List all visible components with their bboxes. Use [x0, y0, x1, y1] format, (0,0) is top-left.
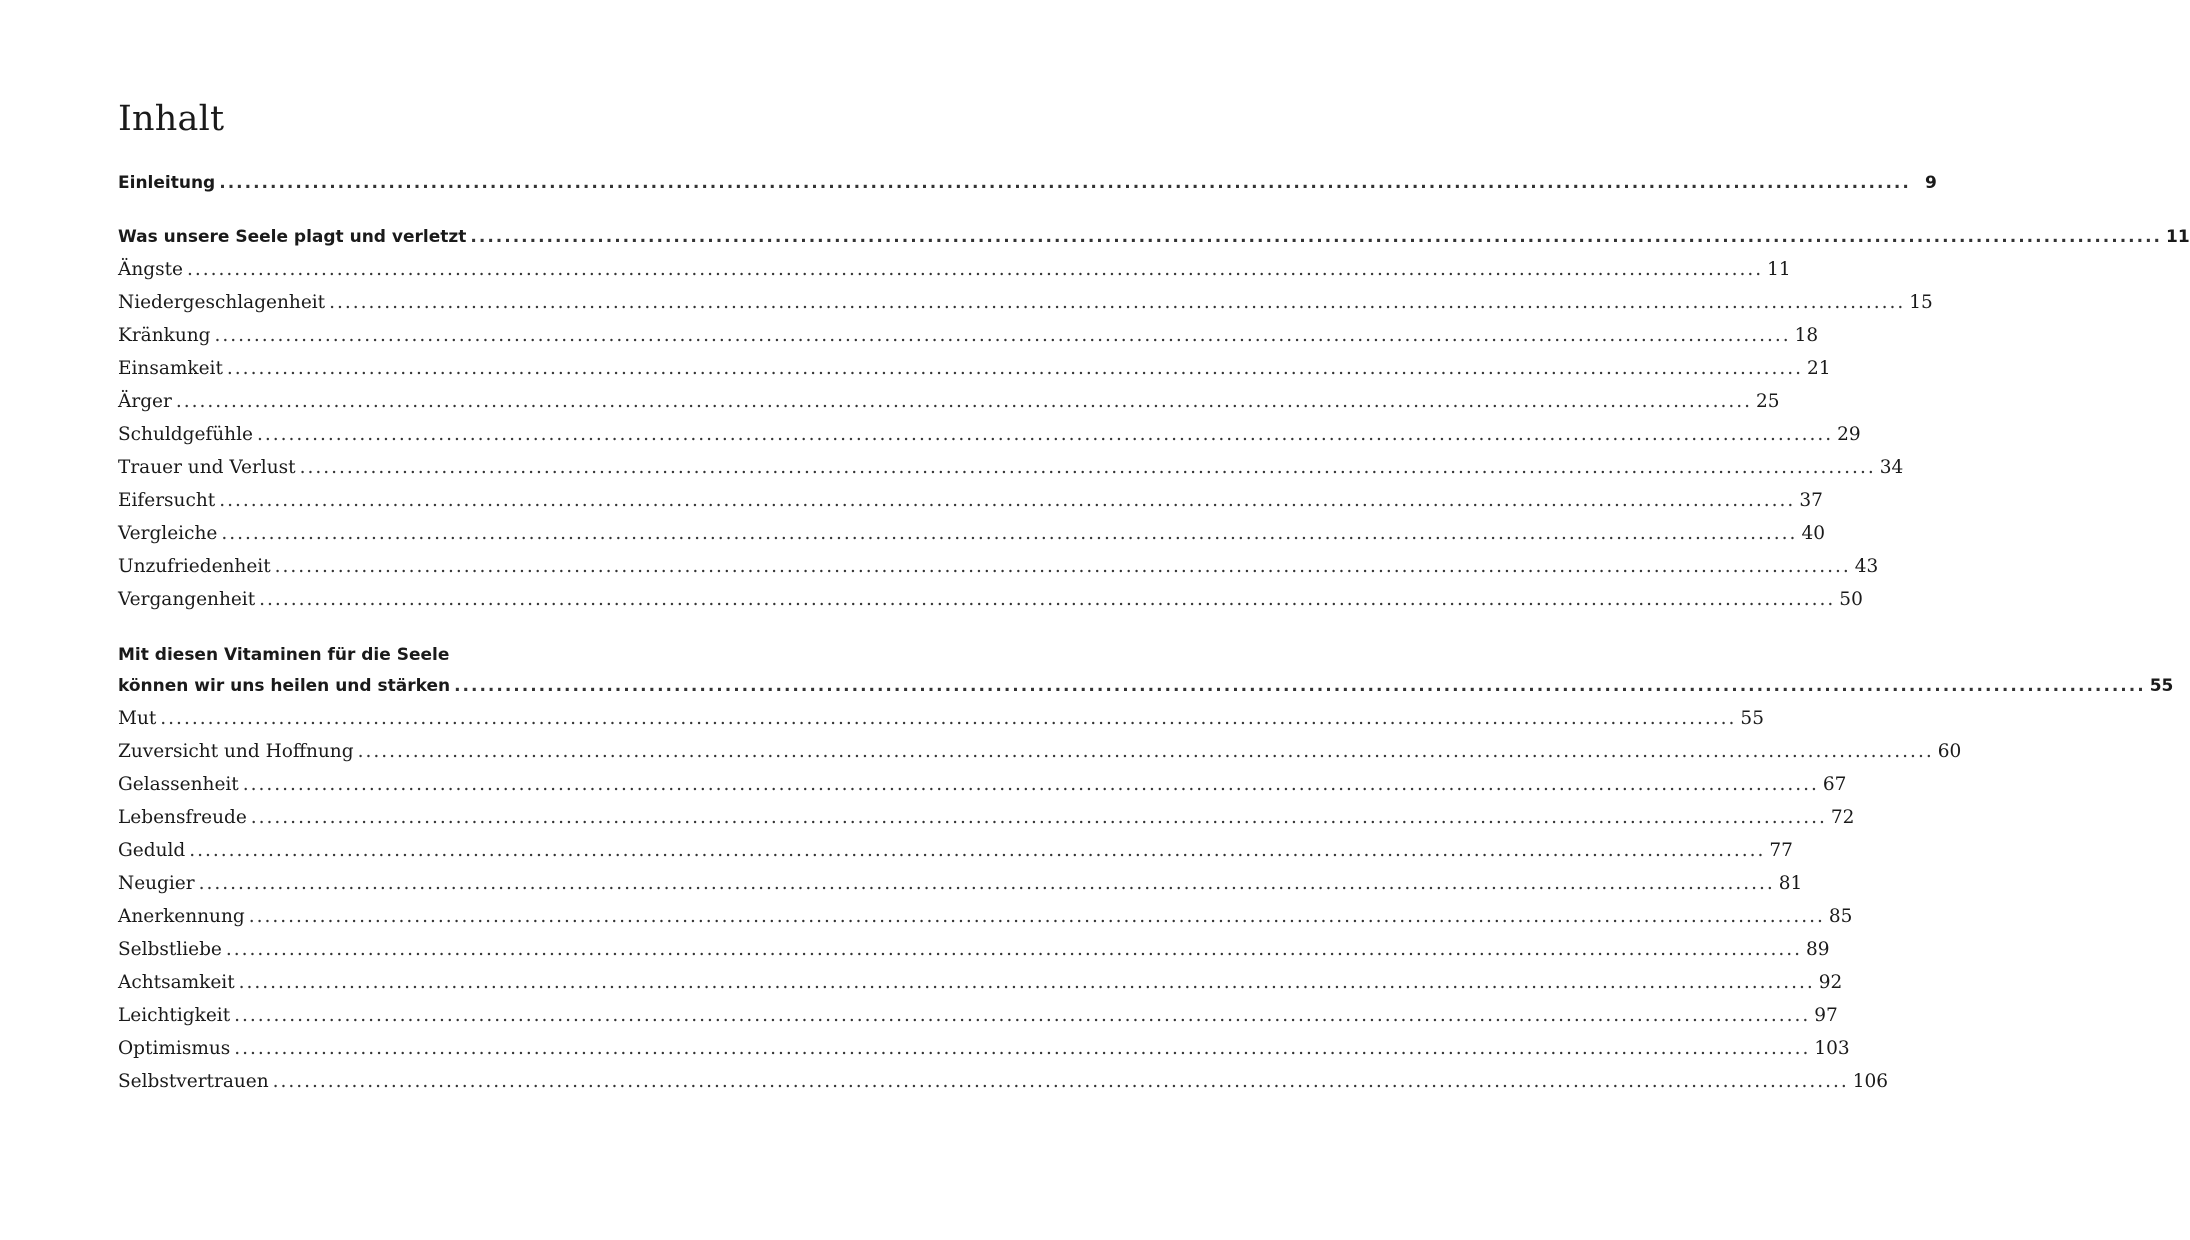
toc-entry[interactable]	[118, 935, 1830, 965]
toc-page-number: 11	[1767, 259, 1791, 280]
dot-leader: ........................................................................................................................................................................................................	[219, 490, 1796, 511]
toc-page-number: 9	[1925, 173, 1937, 193]
toc-entry-label: Selbstvertrauen	[118, 1071, 269, 1092]
toc-entry[interactable]	[118, 836, 1793, 866]
toc-page-number: 11	[2166, 227, 2190, 247]
toc-page-number: 37	[1799, 490, 1823, 511]
dot-leader: ........................................................................................................................................................................................................	[329, 292, 1906, 313]
toc-entry[interactable]	[118, 585, 1863, 615]
dot-leader: ........................................................................................................................................................................................................	[470, 227, 2163, 247]
dot-leader: ........................................................................................................................................................................................................	[219, 173, 1911, 193]
toc-page-number: 60	[1937, 741, 1962, 762]
toc-section-heading[interactable]	[118, 671, 2174, 701]
toc-entry-label: Ängste	[118, 259, 183, 280]
toc-entry-label: Lebensfreude	[118, 807, 247, 828]
toc-entry-label: Eifersucht	[118, 490, 216, 511]
page-title: Inhalt	[118, 99, 225, 139]
toc-entry-label: Optimismus	[118, 1038, 231, 1059]
toc-entry[interactable]	[118, 354, 1831, 384]
dot-leader: ........................................................................................................................................................................................................	[242, 774, 1819, 795]
toc-entry-label: Unzufriedenheit	[118, 556, 271, 577]
toc-entry-label: Gelassenheit	[118, 774, 239, 795]
toc-page-number: 92	[1818, 972, 1843, 993]
toc-entry-label: Kränkung	[118, 325, 211, 346]
toc-page-number: 81	[1778, 873, 1803, 894]
toc-entry[interactable]	[118, 519, 1825, 549]
toc-entry[interactable]	[118, 1001, 1838, 1031]
dot-leader: ........................................................................................................................................................................................................	[160, 708, 1737, 729]
toc-entry[interactable]	[118, 803, 1855, 833]
toc-page-number: 106	[1852, 1071, 1889, 1092]
dot-leader: ........................................................................................................................................................................................................	[187, 259, 1764, 280]
toc-entry-label: Niedergeschlagenheit	[118, 292, 326, 313]
toc-entry-label: Neugier	[118, 873, 195, 894]
toc-entry[interactable]	[118, 902, 1853, 932]
dot-leader: ........................................................................................................................................................................................................	[175, 391, 1752, 412]
dot-leader: ........................................................................................................................................................................................................	[454, 676, 2146, 696]
toc-entry-label: Ärger	[118, 391, 172, 412]
toc-page-number: 18	[1794, 325, 1819, 346]
toc-entry-label: Anerkennung	[118, 906, 245, 927]
toc-entry-label: Vergleiche	[118, 523, 218, 544]
dot-leader: ........................................................................................................................................................................................................	[250, 807, 1827, 828]
toc-entry-label: Achtsamkeit	[118, 972, 235, 993]
toc-entry[interactable]	[118, 1067, 1889, 1097]
toc-entry[interactable]	[118, 387, 1780, 417]
toc-page-number: 21	[1807, 358, 1831, 379]
toc-section-heading-line1[interactable]: Mit diesen Vitaminen für die Seele	[118, 645, 450, 665]
dot-leader: ........................................................................................................................................................................................................	[274, 556, 1851, 577]
toc-page-number: 55	[2149, 676, 2174, 696]
toc-section-label: Was unsere Seele plagt und verletzt	[118, 227, 467, 247]
toc-page-number: 15	[1909, 292, 1933, 313]
dot-leader: ........................................................................................................................................................................................................	[272, 1071, 1849, 1092]
toc-entry-label: Einleitung	[118, 173, 216, 193]
toc-entry-label: Vergangenheit	[118, 589, 256, 610]
toc-page-number: 40	[1801, 523, 1825, 544]
dot-leader: ........................................................................................................................................................................................................	[221, 523, 1798, 544]
toc-entry-label: Schuldgefühle	[118, 424, 253, 445]
toc-page-number: 89	[1806, 939, 1830, 960]
toc-entry-label: Selbstliebe	[118, 939, 222, 960]
dot-leader: ........................................................................................................................................................................................................	[299, 457, 1876, 478]
toc-page-number: 34	[1879, 457, 1904, 478]
toc-entry-intro[interactable]	[118, 168, 1937, 198]
toc-entry[interactable]	[118, 1034, 1850, 1064]
toc-entry[interactable]	[118, 968, 1843, 998]
toc-entry-label: Leichtigkeit	[118, 1005, 231, 1026]
toc-page-number: 85	[1828, 906, 1853, 927]
dot-leader: ........................................................................................................................................................................................................	[248, 906, 1825, 927]
toc-entry[interactable]	[118, 552, 1879, 582]
dot-leader: ........................................................................................................................................................................................................	[226, 358, 1804, 379]
toc-page-number: 103	[1814, 1038, 1850, 1059]
toc-page-number: 50	[1839, 589, 1863, 610]
dot-leader: ........................................................................................................................................................................................................	[225, 939, 1803, 960]
toc-page-number: 72	[1830, 807, 1855, 828]
toc-entry[interactable]	[118, 453, 1904, 483]
toc-entry[interactable]	[118, 255, 1791, 285]
dot-leader: ........................................................................................................................................................................................................	[234, 1005, 1811, 1026]
toc-entry[interactable]	[118, 869, 1803, 899]
toc-entry[interactable]	[118, 486, 1823, 516]
toc-entry[interactable]	[118, 321, 1819, 351]
toc-entry-label: Zuversicht und Hoffnung	[118, 741, 354, 762]
toc-page-number: 55	[1740, 708, 1764, 729]
toc-entry[interactable]	[118, 737, 1962, 767]
toc-page-number: 97	[1814, 1005, 1838, 1026]
toc-page-number: 43	[1854, 556, 1879, 577]
toc-page-number: 25	[1755, 391, 1780, 412]
dot-leader: ........................................................................................................................................................................................................	[256, 424, 1834, 445]
toc-entry[interactable]	[118, 704, 1764, 734]
toc-page-number: 77	[1769, 840, 1793, 861]
dot-leader: ........................................................................................................................................................................................................	[238, 972, 1815, 993]
dot-leader: ........................................................................................................................................................................................................	[214, 325, 1791, 346]
toc-entry-label: Mut	[118, 708, 157, 729]
dot-leader: ........................................................................................................................................................................................................	[234, 1038, 1811, 1059]
toc-page-number: 67	[1822, 774, 1847, 795]
toc-page-number: 29	[1837, 424, 1861, 445]
toc-section-label: können wir uns heilen und stärken	[118, 676, 451, 696]
toc-entry-label: Geduld	[118, 840, 186, 861]
toc-entry[interactable]	[118, 420, 1861, 450]
toc-entry[interactable]	[118, 288, 1933, 318]
dot-leader: ........................................................................................................................................................................................................	[189, 840, 1766, 861]
toc-section-heading[interactable]	[118, 222, 2190, 252]
toc-entry[interactable]	[118, 770, 1847, 800]
dot-leader: ........................................................................................................................................................................................................	[198, 873, 1775, 894]
dot-leader: ........................................................................................................................................................................................................	[259, 589, 1836, 610]
dot-leader: ........................................................................................................................................................................................................	[357, 741, 1934, 762]
toc-entry-label: Trauer und Verlust	[118, 457, 296, 478]
toc-entry-label: Einsamkeit	[118, 358, 223, 379]
